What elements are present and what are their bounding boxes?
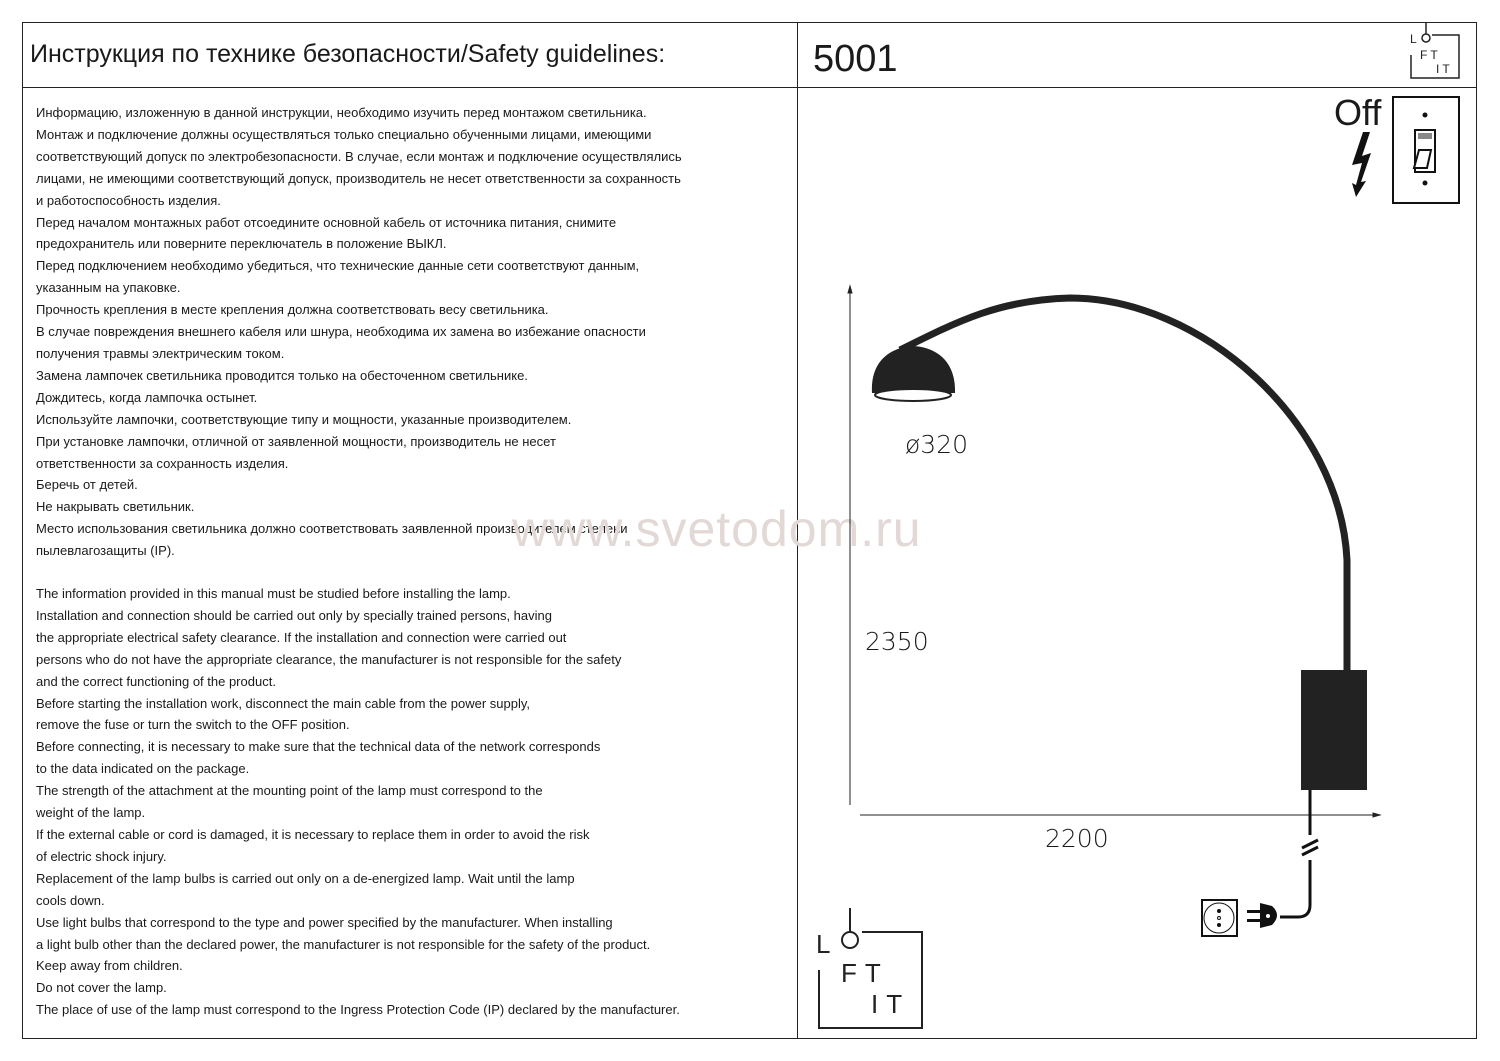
svg-text:L: L bbox=[1410, 32, 1417, 46]
socket-icon bbox=[1202, 900, 1237, 936]
svg-text:FT: FT bbox=[1420, 48, 1441, 62]
text-line: указанным на упаковке. bbox=[36, 280, 181, 296]
text-line: Installation and connection should be carried out only by specially trained persons, having bbox=[36, 607, 552, 623]
lightning-icon bbox=[1352, 132, 1371, 197]
text-line: and the correct functioning of the product. bbox=[36, 673, 276, 689]
text-line: Before starting the installation work, disconnect the main cable from the power supply, bbox=[36, 695, 531, 711]
text-line: Информацию, изложенную в данной инструкции, необходимо изучить перед монтажом светильника. bbox=[36, 105, 647, 120]
text-line: If the external cable or cord is damaged, it is necessary to replace them in order to avoid the risk bbox=[36, 826, 590, 842]
text-line: В случае повреждения внешнего кабеля или шнура, необходима их замена во избежание опасности bbox=[36, 324, 646, 340]
text-line: The information provided in this manual must be studied before installing the lamp. bbox=[36, 586, 511, 601]
lamp-shade-icon bbox=[872, 346, 955, 393]
text-line: Беречь от детей. bbox=[36, 477, 138, 493]
text-line: of electric shock injury. bbox=[36, 848, 167, 864]
svg-text:IT: IT bbox=[1436, 62, 1453, 76]
text-line: The strength of the attachment at the mounting point of the lamp must correspond to the bbox=[36, 783, 543, 799]
text-line: a light bulb other than the declared power, the manufacturer is not responsible for the safety of the product. bbox=[36, 936, 651, 952]
text-line: лицами, не имеющими соответствующий допуск, производитель не несет ответственности за сохранность bbox=[36, 170, 681, 186]
text-line: Keep away from children. bbox=[36, 958, 183, 974]
text-line: Replacement of the lamp bulbs is carried out only on a de-energized lamp. Wait until the lamp bbox=[36, 870, 575, 886]
text-line: Перед подключением необходимо убедиться, что технические данные сети соответствуют данным, bbox=[36, 258, 640, 274]
text-line: и работоспособность изделия. bbox=[36, 192, 221, 208]
text-line: weight of the lamp. bbox=[36, 805, 146, 821]
height-label: 2350 bbox=[865, 627, 929, 656]
text-line: Use light bulbs that correspond to the type and power specified by the manufacturer. When installing bbox=[36, 914, 613, 930]
text-line: получения травмы электрическим током. bbox=[36, 345, 285, 361]
text-line: to the data indicated on the package. bbox=[36, 761, 250, 777]
text-line: Before connecting, it is necessary to make sure that the technical data of the network corresponds bbox=[36, 739, 601, 755]
plug-icon bbox=[1247, 903, 1277, 928]
text-line: пылевлагозащиты (IP). bbox=[36, 543, 175, 559]
text-line: При установке лампочки, отличной от заявленной мощности, производитель не несет bbox=[36, 433, 556, 449]
text-line: Используйте лампочки, соответствующие типу и мощности, указанные производителем. bbox=[36, 411, 572, 427]
text-line: cools down. bbox=[36, 892, 105, 908]
page-title: Инструкция по технике безопасности/Safety guidelines: bbox=[30, 40, 666, 68]
lamp-base bbox=[1301, 670, 1367, 790]
text-line: Перед началом монтажных работ отсоедините основной кабель от источника питания, снимите bbox=[36, 214, 617, 230]
svg-text:L: L bbox=[816, 929, 831, 959]
power-cable bbox=[1280, 790, 1318, 917]
watermark: www.svetodom.ru bbox=[512, 501, 922, 557]
lamp-arc bbox=[900, 298, 1347, 672]
text-line: The place of use of the lamp must correspond to the Ingress Protection Code (IP) declared by the manufacturer. bbox=[36, 1002, 680, 1018]
text-line: Замена лампочек светильника проводится только на обесточенном светильнике. bbox=[36, 367, 528, 383]
wall-switch-icon bbox=[1393, 97, 1459, 203]
model-number: 5001 bbox=[813, 38, 898, 80]
logo-bottom-icon bbox=[816, 908, 922, 1028]
text-line: Не накрывать светильник. bbox=[36, 499, 195, 515]
text-line: предохранитель или поверните переключатель в положение ВЫКЛ. bbox=[36, 236, 447, 252]
text-line: persons who do not have the appropriate clearance, the manufacturer is not responsible for the safety bbox=[36, 651, 622, 667]
svg-text:IT: IT bbox=[871, 989, 911, 1019]
width-label: 2200 bbox=[1045, 824, 1109, 853]
text-line: Прочность крепления в месте крепления должна соответствовать весу светильника. bbox=[36, 302, 549, 318]
text-line: Do not cover the lamp. bbox=[36, 980, 167, 996]
text-line: the appropriate electrical safety clearance. If the installation and connection were carried out bbox=[36, 629, 567, 645]
text-line: remove the fuse or turn the switch to the OFF position. bbox=[36, 717, 350, 733]
logo-top-icon bbox=[1410, 22, 1459, 78]
text-line: Дождитесь, когда лампочка остынет. bbox=[36, 389, 258, 405]
text-line: Место использования светильника должно соответствовать заявленной производителем степени bbox=[36, 521, 628, 537]
text-line: Монтаж и подключение должны осуществляться только специально обученными лицами, имеющими bbox=[36, 126, 652, 142]
off-label: Off bbox=[1334, 92, 1382, 133]
svg-text:FT: FT bbox=[841, 958, 889, 988]
text-line: соответствующий допуск по электробезопасности. В случае, если монтаж и подключение осуществлялись bbox=[36, 148, 682, 164]
text-line: ответственности за сохранность изделия. bbox=[36, 455, 289, 471]
diameter-label: ø320 bbox=[905, 430, 969, 459]
